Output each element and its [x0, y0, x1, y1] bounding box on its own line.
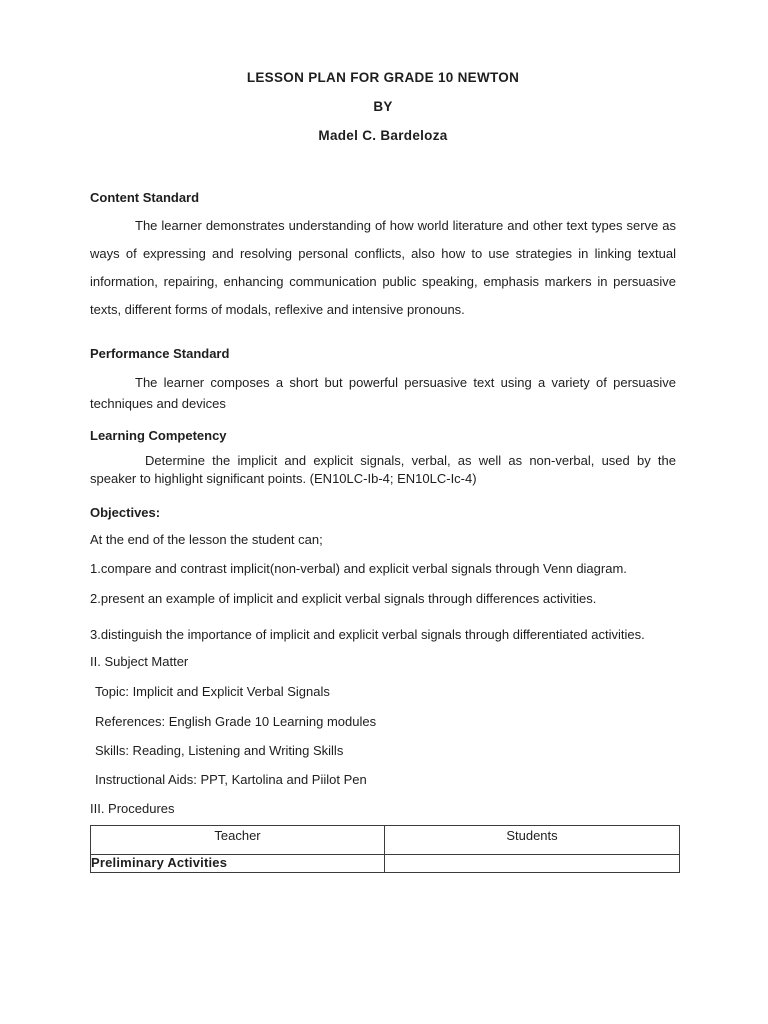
title-block [90, 70, 676, 144]
subject-matter-references: References: English Grade 10 Learning modules [95, 714, 377, 729]
procedures-heading: III. Procedures [90, 801, 175, 816]
students-empty-cell [385, 855, 680, 873]
subject-matter-instructional-aids: Instructional Aids: PPT, Kartolina and Piilot Pen [95, 772, 367, 787]
teacher-column-header: Teacher [91, 826, 385, 855]
objectives-intro: At the end of the lesson the student can; [90, 532, 323, 547]
performance-standard-paragraph: The learner composes a short but powerful persuasive text using a variety of persuasive techniques and devices [90, 375, 676, 411]
table-row [91, 855, 680, 873]
learning-competency-paragraph: Determine the implicit and explicit signals, verbal, as well as non-verbal, used by the speaker to highlight significant points. (EN10LC-Ib-4; EN10LC-Ic-4) [90, 453, 676, 486]
procedures-table [90, 825, 680, 873]
table-header-row [91, 826, 680, 855]
subject-matter-topic: Topic: Implicit and Explicit Verbal Signals [95, 684, 330, 699]
performance-standard-heading: Performance Standard [90, 346, 230, 361]
preliminary-activities-cell: Preliminary Activities [91, 855, 385, 873]
byline: BY [373, 99, 393, 114]
subject-matter-skills: Skills: Reading, Listening and Writing Skills [95, 743, 344, 758]
document-title: LESSON PLAN FOR GRADE 10 NEWTON [246, 70, 520, 85]
subject-matter-heading: II. Subject Matter [90, 654, 189, 669]
objective-item-3: 3.distinguish the importance of implicit and explicit verbal signals through differentiated activities. [90, 627, 645, 642]
learning-competency-heading: Learning Competency [90, 428, 227, 443]
objective-item-1: 1.compare and contrast implicit(non-verbal) and explicit verbal signals through Venn diagram. [90, 561, 627, 576]
content-standard-heading: Content Standard [90, 190, 200, 205]
author-name: Madel C. Bardeloza [318, 128, 448, 143]
objectives-heading: Objectives: [90, 505, 161, 520]
objective-item-2: 2.present an example of implicit and explicit verbal signals through differences activities. [90, 591, 597, 606]
students-column-header: Students [385, 826, 680, 855]
content-standard-paragraph: The learner demonstrates understanding of how world literature and other text types serve as ways of expressing and resolving personal conflicts, also how to use strategies in linking textual information, repairing, enhancing communication public speaking, emphasis markers in persuasive texts, different forms of modals, reflexive and intensive pronouns. [90, 218, 676, 317]
